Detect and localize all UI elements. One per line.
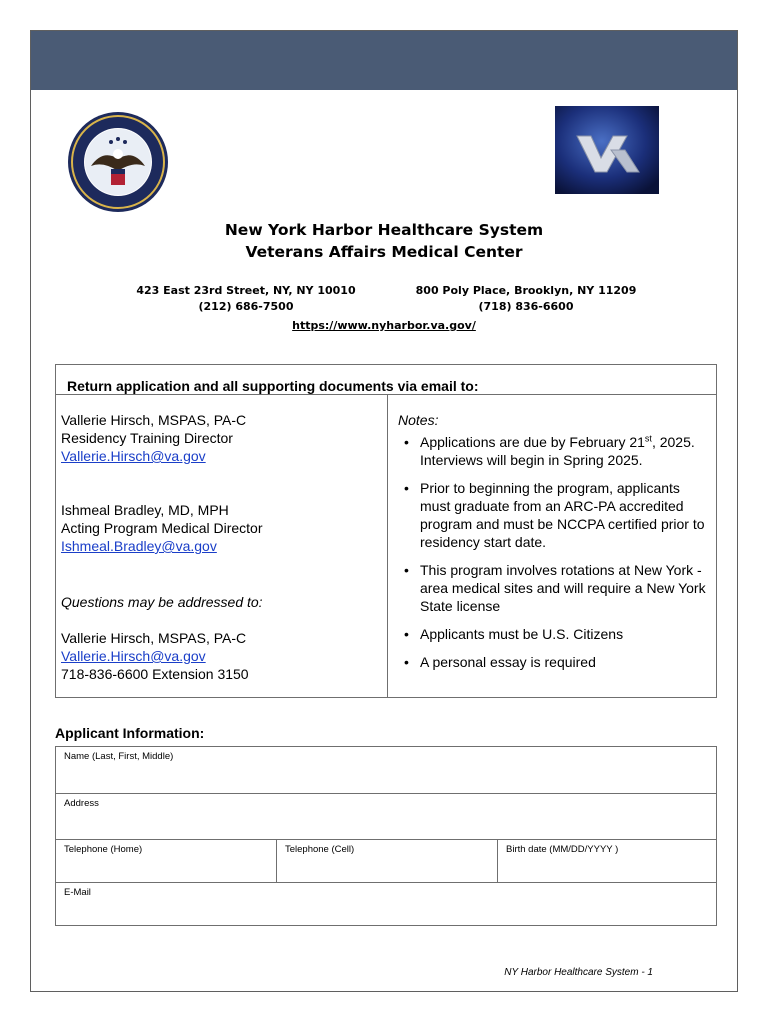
form-page (30, 30, 738, 992)
name-field-label: Name (Last, First, Middle) (64, 751, 174, 762)
birthdate-label: Birth date (MM/DD/YYYY ) (506, 844, 619, 855)
org-subtitle: Veterans Affairs Medical Center (245, 243, 523, 261)
contact-name: Vallerie Hirsch, MSPAS, PA-C (61, 412, 247, 428)
note-deadline-sup: st (644, 433, 652, 444)
contact-questions (61, 629, 381, 683)
va-department-seal-icon (67, 111, 169, 213)
contact-name: Ishmeal Bradley, MD, MPH (61, 502, 229, 518)
name-field[interactable] (56, 747, 716, 794)
applicant-info-form (55, 746, 717, 926)
brooklyn-street: 800 Poly Place, Brooklyn, NY 11209 (415, 284, 637, 297)
notes-title: Notes: (398, 412, 439, 428)
return-heading: Return application and all supporting documents via email to: (56, 365, 716, 395)
contact-name: Vallerie Hirsch, MSPAS, PA-C (61, 630, 247, 646)
note-requirements: • Prior to beginning the program, applicants must graduate from an ARC-PA accredited program and must be NCCPA certified prior to residency start date. (398, 479, 708, 551)
contact-email-link[interactable]: Vallerie.Hirsch@va.gov (61, 648, 206, 664)
address-field[interactable] (56, 794, 716, 840)
note-rotations: • This program involves rotations at New York -area medical sites and will require a New York State license (398, 561, 708, 615)
contact-role: Residency Training Director (61, 430, 233, 446)
return-instructions-box (55, 364, 717, 698)
contact-email-link[interactable]: Ishmeal.Bradley@va.gov (61, 538, 217, 554)
header-band (31, 31, 737, 90)
note-essay: • A personal essay is required (398, 653, 708, 671)
contact-director (61, 411, 381, 465)
cell-phone-field[interactable] (277, 840, 498, 882)
page-footer: NY Harbor Healthcare System - 1 (504, 967, 653, 978)
manhattan-street: 423 East 23rd Street, NY, NY 10010 (136, 284, 356, 297)
contact-email-link[interactable]: Vallerie.Hirsch@va.gov (61, 448, 206, 464)
home-phone-field[interactable] (56, 840, 277, 882)
contact-phone: 718-836-6600 Extension 3150 (61, 666, 249, 682)
brooklyn-address (401, 283, 651, 315)
brooklyn-phone: (718) 836-6600 (478, 300, 574, 313)
notes-list (398, 433, 708, 671)
contact-medical-director (61, 501, 381, 555)
email-field-label: E-Mail (64, 887, 91, 898)
va-logo-icon (555, 106, 659, 194)
phone-birthdate-row (56, 840, 716, 883)
contact-role: Acting Program Medical Director (61, 520, 263, 536)
email-field[interactable] (56, 883, 716, 925)
column-divider (387, 395, 388, 698)
manhattan-address (121, 283, 371, 315)
birthdate-field[interactable] (498, 840, 716, 882)
cell-phone-label: Telephone (Cell) (285, 844, 355, 855)
note-deadline-text-end: , 2025. Interviews will begin in Spring 2025. (420, 434, 695, 468)
address-field-label: Address (64, 798, 99, 809)
org-title: New York Harbor Healthcare System (224, 221, 544, 239)
note-citizenship: • Applicants must be U.S. Citizens (398, 625, 708, 643)
notes-column (398, 411, 708, 671)
home-phone-label: Telephone (Home) (64, 844, 143, 855)
note-deadline-text: Applications are due by February 21 (420, 434, 645, 450)
questions-label: Questions may be addressed to: (61, 594, 263, 610)
applicant-info-heading: Applicant Information: (55, 725, 205, 741)
website-link[interactable]: https://www.nyharbor.va.gov/ (292, 319, 476, 332)
manhattan-phone: (212) 686-7500 (198, 300, 294, 313)
note-deadline (398, 433, 708, 469)
